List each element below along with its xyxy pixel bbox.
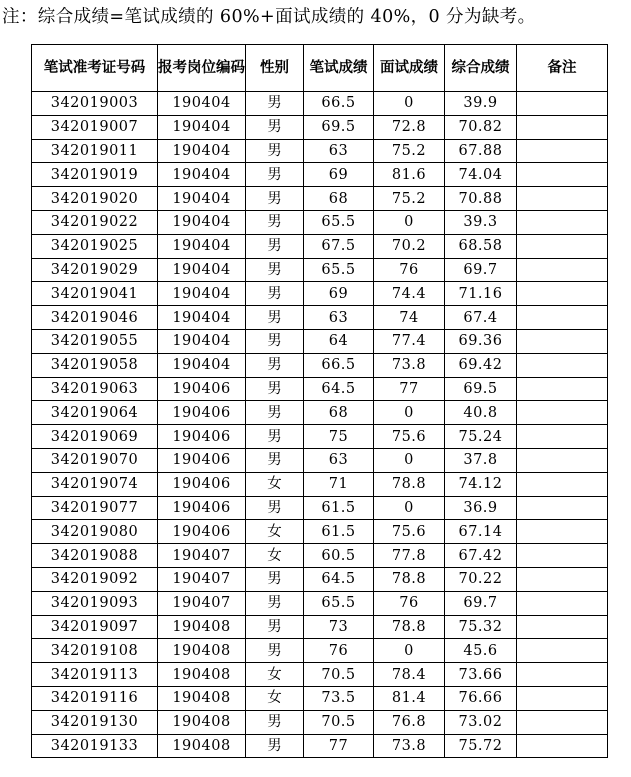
gender-cell: 男: [246, 448, 304, 472]
total-score-cell: 39.9: [445, 92, 517, 116]
written-score-cell: 73: [304, 615, 374, 639]
gender-cell: 男: [246, 425, 304, 449]
position-code-cell: 190408: [158, 663, 246, 687]
total-score-cell: 75.32: [445, 615, 517, 639]
exam-id-cell: 342019055: [32, 329, 158, 353]
exam-id-cell: 342019019: [32, 163, 158, 187]
written-score-cell: 61.5: [304, 496, 374, 520]
exam-id-cell: 342019074: [32, 472, 158, 496]
written-score-cell: 64.5: [304, 567, 374, 591]
interview-score-cell: 77: [374, 377, 445, 401]
table-row: [32, 663, 608, 687]
exam-id-cell: 342019092: [32, 567, 158, 591]
interview-score-cell: 0: [374, 639, 445, 663]
position-code-cell: 190406: [158, 448, 246, 472]
gender-cell: 男: [246, 234, 304, 258]
remarks-cell: [517, 544, 608, 568]
remarks-cell: [517, 472, 608, 496]
written-score-cell: 70.5: [304, 710, 374, 734]
gender-cell: 男: [246, 615, 304, 639]
gender-cell: 男: [246, 377, 304, 401]
total-score-cell: 67.88: [445, 139, 517, 163]
header-remarks: 备注: [517, 45, 608, 92]
gender-cell: 男: [246, 496, 304, 520]
gender-cell: 男: [246, 187, 304, 211]
written-score-cell: 65.5: [304, 591, 374, 615]
position-code-cell: 190406: [158, 401, 246, 425]
remarks-cell: [517, 210, 608, 234]
remarks-cell: [517, 306, 608, 330]
table-row: [32, 210, 608, 234]
exam-id-cell: 342019007: [32, 115, 158, 139]
interview-score-cell: 76: [374, 591, 445, 615]
position-code-cell: 190404: [158, 115, 246, 139]
table-row: [32, 282, 608, 306]
gender-cell: 男: [246, 353, 304, 377]
total-score-cell: 75.24: [445, 425, 517, 449]
exam-id-cell: 342019046: [32, 306, 158, 330]
position-code-cell: 190408: [158, 710, 246, 734]
exam-id-cell: 342019063: [32, 377, 158, 401]
total-score-cell: 69.36: [445, 329, 517, 353]
gender-cell: 男: [246, 710, 304, 734]
gender-cell: 男: [246, 591, 304, 615]
table-row: [32, 448, 608, 472]
remarks-cell: [517, 377, 608, 401]
remarks-cell: [517, 353, 608, 377]
gender-cell: 男: [246, 734, 304, 758]
header-gender: 性别: [246, 45, 304, 92]
gender-cell: 男: [246, 163, 304, 187]
written-score-cell: 63: [304, 448, 374, 472]
remarks-cell: [517, 163, 608, 187]
total-score-cell: 76.66: [445, 686, 517, 710]
gender-cell: 男: [246, 567, 304, 591]
exam-id-cell: 342019088: [32, 544, 158, 568]
position-code-cell: 190404: [158, 139, 246, 163]
gender-cell: 男: [246, 306, 304, 330]
interview-score-cell: 0: [374, 210, 445, 234]
remarks-cell: [517, 615, 608, 639]
written-score-cell: 76: [304, 639, 374, 663]
exam-id-cell: 342019133: [32, 734, 158, 758]
score-table: [31, 44, 608, 758]
table-body: [32, 92, 608, 758]
interview-score-cell: 78.8: [374, 472, 445, 496]
written-score-cell: 73.5: [304, 686, 374, 710]
position-code-cell: 190404: [158, 353, 246, 377]
interview-score-cell: 77.8: [374, 544, 445, 568]
written-score-cell: 71: [304, 472, 374, 496]
gender-cell: 男: [246, 210, 304, 234]
table-row: [32, 139, 608, 163]
exam-id-cell: 342019003: [32, 92, 158, 116]
remarks-cell: [517, 567, 608, 591]
gender-cell: 女: [246, 544, 304, 568]
position-code-cell: 190407: [158, 567, 246, 591]
interview-score-cell: 81.4: [374, 686, 445, 710]
written-score-cell: 60.5: [304, 544, 374, 568]
score-note: 注：综合成绩=笔试成绩的 60%+面试成绩的 40%，0 分为缺考。: [2, 7, 536, 27]
table-row: [32, 544, 608, 568]
interview-score-cell: 75.2: [374, 139, 445, 163]
remarks-cell: [517, 591, 608, 615]
exam-id-cell: 342019064: [32, 401, 158, 425]
exam-id-cell: 342019130: [32, 710, 158, 734]
table-row: [32, 472, 608, 496]
table-row: [32, 401, 608, 425]
written-score-cell: 64: [304, 329, 374, 353]
written-score-cell: 66.5: [304, 92, 374, 116]
remarks-cell: [517, 663, 608, 687]
interview-score-cell: 70.2: [374, 234, 445, 258]
remarks-cell: [517, 686, 608, 710]
header-exam-id: 笔试准考证号码: [32, 45, 158, 92]
interview-score-cell: 78.8: [374, 567, 445, 591]
interview-score-cell: 81.6: [374, 163, 445, 187]
total-score-cell: 37.8: [445, 448, 517, 472]
table-row: [32, 92, 608, 116]
remarks-cell: [517, 710, 608, 734]
total-score-cell: 70.22: [445, 567, 517, 591]
gender-cell: 男: [246, 639, 304, 663]
header-interview-score: 面试成绩: [374, 45, 445, 92]
written-score-cell: 68: [304, 401, 374, 425]
header-total-score: 综合成绩: [445, 45, 517, 92]
table-row: [32, 567, 608, 591]
exam-id-cell: 342019058: [32, 353, 158, 377]
exam-id-cell: 342019097: [32, 615, 158, 639]
exam-id-cell: 342019116: [32, 686, 158, 710]
total-score-cell: 70.82: [445, 115, 517, 139]
interview-score-cell: 75.6: [374, 425, 445, 449]
remarks-cell: [517, 234, 608, 258]
gender-cell: 男: [246, 282, 304, 306]
gender-cell: 女: [246, 686, 304, 710]
table-row: [32, 734, 608, 758]
interview-score-cell: 74.4: [374, 282, 445, 306]
written-score-cell: 69: [304, 282, 374, 306]
written-score-cell: 77: [304, 734, 374, 758]
table-row: [32, 258, 608, 282]
exam-id-cell: 342019011: [32, 139, 158, 163]
position-code-cell: 190404: [158, 210, 246, 234]
gender-cell: 男: [246, 401, 304, 425]
gender-cell: 女: [246, 472, 304, 496]
written-score-cell: 66.5: [304, 353, 374, 377]
exam-id-cell: 342019022: [32, 210, 158, 234]
position-code-cell: 190408: [158, 686, 246, 710]
exam-id-cell: 342019041: [32, 282, 158, 306]
total-score-cell: 68.58: [445, 234, 517, 258]
exam-id-cell: 342019020: [32, 187, 158, 211]
remarks-cell: [517, 496, 608, 520]
interview-score-cell: 75.6: [374, 520, 445, 544]
gender-cell: 女: [246, 663, 304, 687]
written-score-cell: 75: [304, 425, 374, 449]
total-score-cell: 69.42: [445, 353, 517, 377]
interview-score-cell: 0: [374, 496, 445, 520]
remarks-cell: [517, 734, 608, 758]
interview-score-cell: 76.8: [374, 710, 445, 734]
remarks-cell: [517, 258, 608, 282]
remarks-cell: [517, 520, 608, 544]
gender-cell: 男: [246, 258, 304, 282]
position-code-cell: 190404: [158, 329, 246, 353]
position-code-cell: 190408: [158, 734, 246, 758]
total-score-cell: 73.02: [445, 710, 517, 734]
gender-cell: 男: [246, 329, 304, 353]
total-score-cell: 69.7: [445, 258, 517, 282]
position-code-cell: 190406: [158, 425, 246, 449]
table-row: [32, 496, 608, 520]
total-score-cell: 73.66: [445, 663, 517, 687]
total-score-cell: 67.42: [445, 544, 517, 568]
exam-id-cell: 342019093: [32, 591, 158, 615]
table-row: [32, 425, 608, 449]
remarks-cell: [517, 448, 608, 472]
position-code-cell: 190404: [158, 92, 246, 116]
exam-id-cell: 342019069: [32, 425, 158, 449]
header-position-code: 报考岗位编码: [158, 45, 246, 92]
gender-cell: 男: [246, 139, 304, 163]
interview-score-cell: 78.4: [374, 663, 445, 687]
table-row: [32, 686, 608, 710]
interview-score-cell: 76: [374, 258, 445, 282]
interview-score-cell: 73.8: [374, 734, 445, 758]
interview-score-cell: 78.8: [374, 615, 445, 639]
position-code-cell: 190406: [158, 520, 246, 544]
position-code-cell: 190404: [158, 163, 246, 187]
total-score-cell: 74.04: [445, 163, 517, 187]
interview-score-cell: 73.8: [374, 353, 445, 377]
total-score-cell: 69.5: [445, 377, 517, 401]
position-code-cell: 190404: [158, 282, 246, 306]
table-row: [32, 163, 608, 187]
table-row: [32, 615, 608, 639]
position-code-cell: 190407: [158, 591, 246, 615]
gender-cell: 女: [246, 520, 304, 544]
total-score-cell: 70.88: [445, 187, 517, 211]
table-row: [32, 639, 608, 663]
total-score-cell: 69.7: [445, 591, 517, 615]
remarks-cell: [517, 139, 608, 163]
table-row: [32, 710, 608, 734]
written-score-cell: 63: [304, 139, 374, 163]
interview-score-cell: 0: [374, 401, 445, 425]
table-header-row: [32, 45, 608, 92]
remarks-cell: [517, 401, 608, 425]
written-score-cell: 67.5: [304, 234, 374, 258]
exam-id-cell: 342019108: [32, 639, 158, 663]
written-score-cell: 61.5: [304, 520, 374, 544]
interview-score-cell: 74: [374, 306, 445, 330]
written-score-cell: 69: [304, 163, 374, 187]
table-row: [32, 329, 608, 353]
remarks-cell: [517, 639, 608, 663]
position-code-cell: 190404: [158, 234, 246, 258]
written-score-cell: 68: [304, 187, 374, 211]
position-code-cell: 190404: [158, 258, 246, 282]
written-score-cell: 64.5: [304, 377, 374, 401]
remarks-cell: [517, 282, 608, 306]
position-code-cell: 190406: [158, 377, 246, 401]
written-score-cell: 63: [304, 306, 374, 330]
table-row: [32, 520, 608, 544]
interview-score-cell: 77.4: [374, 329, 445, 353]
interview-score-cell: 0: [374, 92, 445, 116]
total-score-cell: 74.12: [445, 472, 517, 496]
table-row: [32, 353, 608, 377]
position-code-cell: 190408: [158, 639, 246, 663]
total-score-cell: 36.9: [445, 496, 517, 520]
position-code-cell: 190404: [158, 187, 246, 211]
exam-id-cell: 342019080: [32, 520, 158, 544]
written-score-cell: 65.5: [304, 258, 374, 282]
gender-cell: 男: [246, 115, 304, 139]
total-score-cell: 71.16: [445, 282, 517, 306]
table-row: [32, 234, 608, 258]
interview-score-cell: 75.2: [374, 187, 445, 211]
written-score-cell: 65.5: [304, 210, 374, 234]
exam-id-cell: 342019029: [32, 258, 158, 282]
interview-score-cell: 0: [374, 448, 445, 472]
table-row: [32, 187, 608, 211]
header-written-score: 笔试成绩: [304, 45, 374, 92]
position-code-cell: 190406: [158, 496, 246, 520]
total-score-cell: 45.6: [445, 639, 517, 663]
remarks-cell: [517, 329, 608, 353]
remarks-cell: [517, 425, 608, 449]
remarks-cell: [517, 92, 608, 116]
position-code-cell: 190404: [158, 306, 246, 330]
exam-id-cell: 342019077: [32, 496, 158, 520]
remarks-cell: [517, 115, 608, 139]
exam-id-cell: 342019025: [32, 234, 158, 258]
total-score-cell: 67.14: [445, 520, 517, 544]
total-score-cell: 39.3: [445, 210, 517, 234]
position-code-cell: 190406: [158, 472, 246, 496]
table-row: [32, 306, 608, 330]
position-code-cell: 190407: [158, 544, 246, 568]
total-score-cell: 67.4: [445, 306, 517, 330]
total-score-cell: 40.8: [445, 401, 517, 425]
interview-score-cell: 72.8: [374, 115, 445, 139]
remarks-cell: [517, 187, 608, 211]
gender-cell: 男: [246, 92, 304, 116]
table-row: [32, 591, 608, 615]
exam-id-cell: 342019113: [32, 663, 158, 687]
table-row: [32, 377, 608, 401]
total-score-cell: 75.72: [445, 734, 517, 758]
exam-id-cell: 342019070: [32, 448, 158, 472]
written-score-cell: 69.5: [304, 115, 374, 139]
position-code-cell: 190408: [158, 615, 246, 639]
table-row: [32, 115, 608, 139]
written-score-cell: 70.5: [304, 663, 374, 687]
